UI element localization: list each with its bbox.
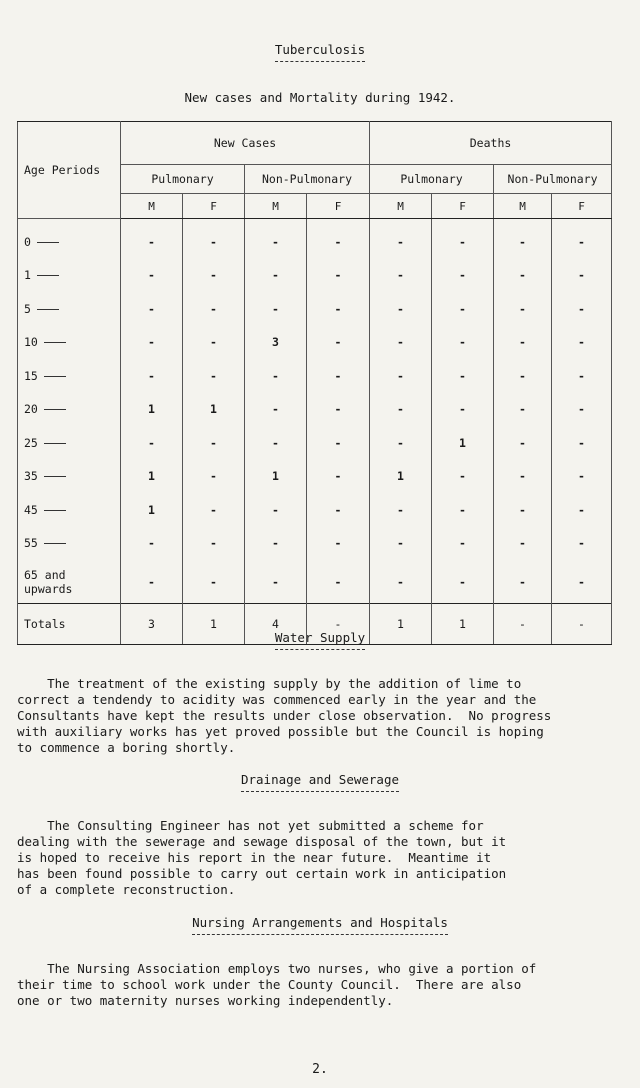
age-period-cell xyxy=(18,326,121,360)
age-period-label: 10 xyxy=(24,335,38,350)
table-cell: - xyxy=(245,493,307,527)
section-heading xyxy=(0,915,640,935)
section-heading-text: Nursing Arrangements and Hospitals xyxy=(192,915,448,935)
table-cell: - xyxy=(370,527,432,561)
table-cell: 1 xyxy=(121,460,183,494)
table-cell: - xyxy=(307,359,370,393)
table-cell: - xyxy=(183,426,245,460)
paragraph-line: correct a tendendy to acidity was commenced early in the year and the xyxy=(17,692,537,707)
paragraph-line: The treatment of the existing supply by the addition of lime to xyxy=(17,676,522,691)
sex-header: F xyxy=(307,194,370,219)
totals-cell: - xyxy=(494,604,552,645)
table-cell: 1 xyxy=(183,393,245,427)
paragraph-line: one or two maternity nurses working independently. xyxy=(17,993,394,1008)
table-cell: - xyxy=(183,359,245,393)
table-cell: - xyxy=(432,527,494,561)
table-cell: - xyxy=(245,292,307,326)
sex-header: M xyxy=(121,194,183,219)
table-cell: - xyxy=(121,359,183,393)
leader-dash xyxy=(44,376,66,377)
table-cell: - xyxy=(245,259,307,293)
table-cell: - xyxy=(121,292,183,326)
table-cell: - xyxy=(370,493,432,527)
sex-header: F xyxy=(183,194,245,219)
table-cell: - xyxy=(245,426,307,460)
table-cell: - xyxy=(370,219,432,259)
table-cell: 1 xyxy=(245,460,307,494)
paragraph-line: is hoped to receive his report in the near future. Meantime it xyxy=(17,850,492,865)
age-period-cell xyxy=(18,393,121,427)
table-cell: - xyxy=(183,326,245,360)
table-cell: 1 xyxy=(370,460,432,494)
table-cell: - xyxy=(494,219,552,259)
totals-cell: 1 xyxy=(432,604,494,645)
table-cell: - xyxy=(494,493,552,527)
table-cell: - xyxy=(432,493,494,527)
table-cell: - xyxy=(494,326,552,360)
age-period-label: 5 xyxy=(24,301,31,316)
age-period-cell xyxy=(18,359,121,393)
table-cell: - xyxy=(121,527,183,561)
table-cell: - xyxy=(552,259,612,293)
table-row xyxy=(18,393,612,427)
paragraph-line: has been found possible to carry out certain work in anticipation xyxy=(17,866,507,881)
table-cell: - xyxy=(121,560,183,604)
leader-dash xyxy=(44,543,66,544)
table-cell: - xyxy=(307,426,370,460)
table-cell: - xyxy=(121,326,183,360)
table-cell: - xyxy=(552,426,612,460)
paragraph-line: their time to school work under the County Council. There are also xyxy=(17,977,522,992)
table-cell: - xyxy=(307,292,370,326)
table-cell: - xyxy=(307,393,370,427)
leader-dash xyxy=(44,342,66,343)
table-cell: - xyxy=(552,292,612,326)
table-cell: - xyxy=(183,259,245,293)
table-cell: - xyxy=(494,460,552,494)
table-cell: - xyxy=(307,219,370,259)
table-row xyxy=(18,259,612,293)
paragraph-line: The Consulting Engineer has not yet submitted a scheme for xyxy=(17,818,484,833)
table-cell: - xyxy=(370,359,432,393)
section-heading xyxy=(0,772,640,792)
leader-dash xyxy=(37,275,59,276)
age-period-cell xyxy=(18,292,121,326)
age-period-label: 0 xyxy=(24,234,31,249)
table-cell: 1 xyxy=(432,426,494,460)
table-cell: 1 xyxy=(121,493,183,527)
table-cell: - xyxy=(370,259,432,293)
totals-cell: 4 xyxy=(245,604,307,645)
table-row xyxy=(18,359,612,393)
table-cell: - xyxy=(432,393,494,427)
sub-header: Non-Pulmonary xyxy=(245,165,370,194)
table-cell: - xyxy=(183,560,245,604)
age-period-label: 20 xyxy=(24,402,38,417)
table-cell: - xyxy=(245,359,307,393)
table-cell: - xyxy=(183,219,245,259)
table-row xyxy=(18,292,612,326)
leader-dash xyxy=(37,309,59,310)
table-cell: - xyxy=(245,560,307,604)
tuberculosis-table xyxy=(17,121,612,645)
table-cell: - xyxy=(494,292,552,326)
table-cell: - xyxy=(552,219,612,259)
leader-dash xyxy=(37,242,59,243)
leader-dash xyxy=(44,510,66,511)
table-cell: - xyxy=(552,460,612,494)
section-heading-text: Water Supply xyxy=(275,630,365,650)
age-period-label: 55 xyxy=(24,536,38,551)
paragraph-line: to commence a boring shortly. xyxy=(17,740,236,755)
sex-header: M xyxy=(370,194,432,219)
table-header-row xyxy=(18,122,612,165)
table-row xyxy=(18,426,612,460)
age-period-cell xyxy=(18,527,121,561)
table-cell: - xyxy=(432,259,494,293)
table-cell: - xyxy=(494,527,552,561)
table-cell: - xyxy=(432,560,494,604)
table-cell: - xyxy=(552,326,612,360)
sex-header: M xyxy=(245,194,307,219)
sub-header: Pulmonary xyxy=(370,165,494,194)
sex-header: F xyxy=(432,194,494,219)
table-cell: - xyxy=(432,326,494,360)
table-cell: - xyxy=(307,326,370,360)
table-cell: - xyxy=(494,560,552,604)
table-cell: - xyxy=(183,493,245,527)
table-cell: - xyxy=(432,460,494,494)
sex-header: F xyxy=(552,194,612,219)
leader-dash xyxy=(44,443,66,444)
sub-header: Non-Pulmonary xyxy=(494,165,612,194)
table-cell: - xyxy=(552,560,612,604)
table-cell: - xyxy=(370,560,432,604)
table-cell: - xyxy=(370,292,432,326)
table-cell: - xyxy=(245,219,307,259)
table-cell: - xyxy=(245,527,307,561)
table-cell: - xyxy=(552,359,612,393)
paragraph-line: of a complete reconstruction. xyxy=(17,882,236,897)
table-cell: - xyxy=(121,259,183,293)
table-cell: - xyxy=(307,460,370,494)
table-cell: - xyxy=(432,292,494,326)
leader-dash xyxy=(44,409,66,410)
age-period-cell xyxy=(18,560,121,604)
table-cell: - xyxy=(121,219,183,259)
age-period-label: 45 xyxy=(24,502,38,517)
table-cell: - xyxy=(552,393,612,427)
table-row xyxy=(18,493,612,527)
table-cell: 1 xyxy=(121,393,183,427)
page-subheading: New cases and Mortality during 1942. xyxy=(184,90,456,105)
age-period-cell xyxy=(18,259,121,293)
sub-header: Pulmonary xyxy=(121,165,245,194)
age-period-label: 15 xyxy=(24,368,38,383)
table-cell: - xyxy=(552,493,612,527)
totals-cell: 3 xyxy=(121,604,183,645)
new-cases-header: New Cases xyxy=(121,122,370,165)
table-cell: - xyxy=(552,527,612,561)
table-row xyxy=(18,219,612,259)
paragraph-line: dealing with the sewerage and sewage disposal of the town, but it xyxy=(17,834,507,849)
age-period-cell xyxy=(18,426,121,460)
totals-cell: - xyxy=(307,604,370,645)
age-period-label: 65 and upwards xyxy=(24,567,73,596)
table-row xyxy=(18,560,612,604)
age-period-cell xyxy=(18,493,121,527)
age-period-label: 25 xyxy=(24,435,38,450)
age-period-cell xyxy=(18,219,121,259)
deaths-header: Deaths xyxy=(370,122,612,165)
table-cell: - xyxy=(370,426,432,460)
table-cell: - xyxy=(370,393,432,427)
table-cell: - xyxy=(183,460,245,494)
table-row xyxy=(18,460,612,494)
table-cell: - xyxy=(432,359,494,393)
section-heading xyxy=(0,630,640,650)
table-cell: - xyxy=(307,259,370,293)
paragraph-line: with auxiliary works has yet proved possible but the Council is hoping xyxy=(17,724,544,739)
age-period-label: 35 xyxy=(24,469,38,484)
page-number: 2. xyxy=(312,1062,328,1077)
section-heading-text: Drainage and Sewerage xyxy=(241,772,399,792)
totals-cell: - xyxy=(552,604,612,645)
table-cell: - xyxy=(494,359,552,393)
age-periods-header: Age Periods xyxy=(18,122,121,219)
table-cell: - xyxy=(183,527,245,561)
table-cell: - xyxy=(370,326,432,360)
totals-cell: 1 xyxy=(183,604,245,645)
table-body xyxy=(18,219,612,604)
table-cell: - xyxy=(494,393,552,427)
paragraph-line: The Nursing Association employs two nurses, who give a portion of xyxy=(17,961,537,976)
table-cell: - xyxy=(121,426,183,460)
table-cell: - xyxy=(494,259,552,293)
paragraph-line: Consultants have kept the results under close observation. No progress xyxy=(17,708,552,723)
table-cell: - xyxy=(307,493,370,527)
table-cell: - xyxy=(494,426,552,460)
table-cell: 3 xyxy=(245,326,307,360)
totals-label: Totals xyxy=(18,604,121,645)
totals-cell: 1 xyxy=(370,604,432,645)
table-cell: - xyxy=(245,393,307,427)
section-paragraph xyxy=(17,961,617,1009)
age-period-cell xyxy=(18,460,121,494)
table-cell: - xyxy=(432,219,494,259)
table-row xyxy=(18,326,612,360)
table-cell: - xyxy=(307,527,370,561)
sex-header: M xyxy=(494,194,552,219)
leader-dash xyxy=(44,476,66,477)
table-cell: - xyxy=(183,292,245,326)
table-cell: - xyxy=(307,560,370,604)
section-paragraph xyxy=(17,818,617,898)
page-heading: Tuberculosis xyxy=(0,42,640,62)
section-paragraph xyxy=(17,676,617,756)
table-row xyxy=(18,527,612,561)
age-period-label: 1 xyxy=(24,268,31,283)
